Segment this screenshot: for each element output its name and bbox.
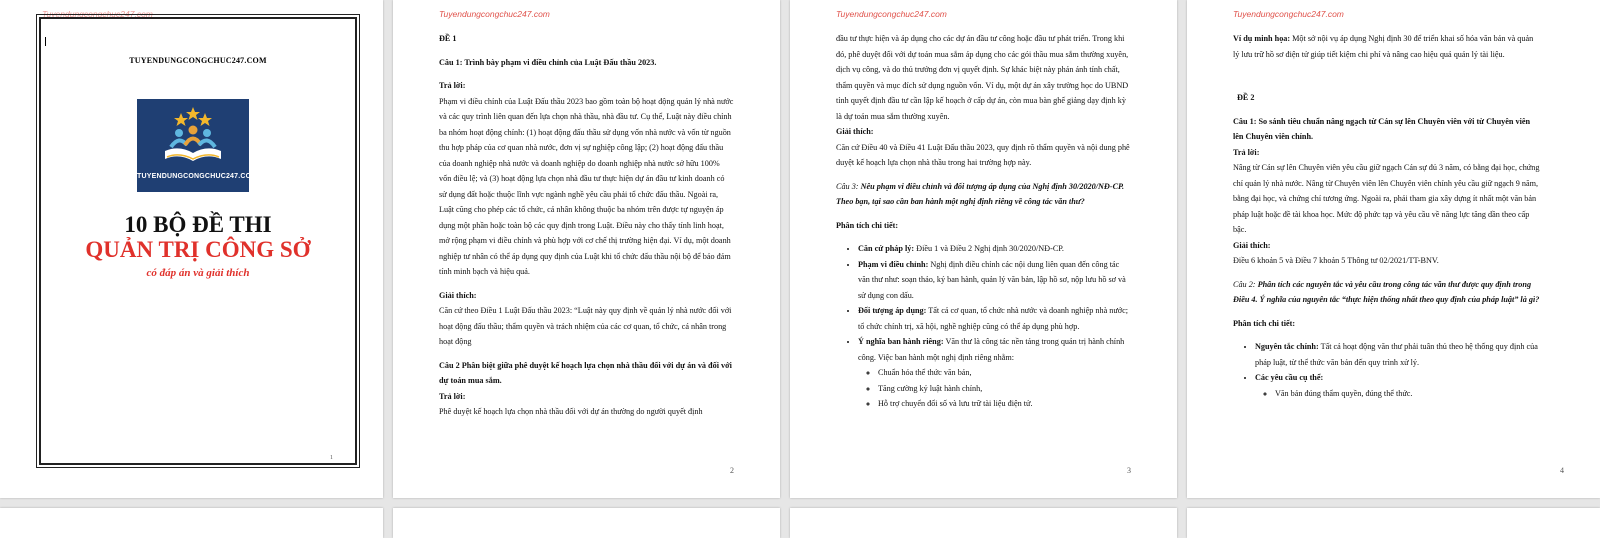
list-item (1255, 370, 1540, 401)
next-page-top (0, 508, 383, 538)
question-heading: Câu 2 Phân biệt giữa phê duyệt kế hoạch lựa chọn nhà thầu đối với dự án và đối với dự toán mua sắm. (439, 360, 732, 385)
question-heading: Câu 1: So sánh tiêu chuẩn nâng ngạch từ Cán sự lên Chuyên viên với từ Chuyên viên lên Chuyên viên chính. (1233, 116, 1531, 141)
list-item (858, 241, 1131, 257)
list-item-label: Nguyên tắc chính: (1255, 342, 1319, 351)
text-cursor (45, 37, 46, 46)
list-item (858, 334, 1131, 412)
answer-paragraph: Phạm vi điều chỉnh của Luật Đấu thầu 2023 bao gồm toàn bộ hoạt động quản lý nhà nước và các quy trình liên quan đến lựa chọn nhà thầu, nhà đầu tư. Cụ thể, Luật này điều chỉnh ba nhóm hoạt động chính: (1) hoạt động đấu thầu sử dụng vốn nhà nước và vốn từ nguồn thu hợp pháp của cơ quan nhà nước, đơn vị sự nghiệp công lập; (2) hoạt động đấu thầu của doanh nghiệp nhà nước và doanh nghiệp do doanh nghiệp nhà nước sở hữu 100% vốn điều lệ; và (3) hoạt động lựa chọn nhà đầu tư thực hiện dự án đầu tư kinh doanh có sử dụng đất hoặc thuộc lĩnh vực ngành nghề yêu cầu phải tổ chức đấu thầu. Ngoài ra, Luật cũng cho phép các tổ chức, cá nhân không thuộc ba nhóm trên được tự nguyện áp dụng một phần hoặc toàn bộ các quy định trong Luật. Điều này cho thấy tính linh hoạt, mở rộng phạm vi điều chỉnh và phù hợp với cơ chế thị trường hiện đại. Ví dụ, một doanh nghiệp tư nhân có thể áp dụng quy định của Luật khi tổ chức đấu thầu nội bộ để bảo đảm tính minh bạch và hiệu quả. (439, 96, 734, 276)
question-heading: Câu 1: Trình bày phạm vi điều chỉnh của Luật Đấu thầu 2023. (439, 57, 657, 67)
question-heading (836, 179, 1131, 210)
watermark: Tuyendungcongchuc247.com (836, 9, 947, 19)
logo-caption: TUYENDUNGCONGCHUC247.COM (137, 173, 258, 180)
analysis-list (1233, 339, 1540, 401)
list-item-text: Nghị định điều chỉnh các nội dung liên quan đến công tác văn thư như: soạn thảo, ký ban hành, quản lý văn bản, lập hồ sơ, nộp lưu hồ sơ và sử dụng con dấu. (858, 259, 1126, 300)
page-number: 3 (1127, 466, 1131, 475)
example-label: Ví dụ minh họa: (1233, 34, 1291, 43)
answer-paragraph: đầu tư thực hiện và áp dụng cho các dự án đầu tư công hoặc đầu tư phát triển. Trong khi đó, phê duyệt đối với dự toán mua sắm áp dụng cho các gói thầu mua sắm thường xuyên, dịch vụ công, và do thủ trưởng đơn vị quyết định. Sự khác biệt này phản ánh tính chất, thẩm quyền và mục đích sử dụng nguồn vốn. Ví dụ, một dự án xây trường học do UBND tỉnh quyết định đầu tư cần lập kế hoạch ở cấp dự án, còn mua bàn ghế giảng dạy định kỳ là dự toán mua sắm thường xuyên. (836, 34, 1129, 121)
list-item-label: Các yêu cầu cụ thể: (1255, 373, 1324, 382)
exam-heading: ĐỀ 2 (1237, 93, 1255, 102)
list-item-label: Đối tượng áp dụng: (858, 306, 927, 315)
next-page-top (393, 508, 780, 538)
sub-list (1255, 386, 1540, 402)
sub-list-item: ◦ Văn bản đúng thẩm quyền, đúng thể thức. (1275, 386, 1540, 402)
question-prefix: Câu 2: (1233, 279, 1256, 289)
list-item-text: Văn thư là công tác nền tảng trong quản trị hành chính công. Việc ban hành một nghị định riêng nhằm: (858, 337, 1125, 362)
exam-heading: ĐỀ 1 (439, 34, 457, 43)
cover-title-line2: QUẢN TRỊ CÔNG SỞ (85, 237, 311, 262)
cover-title-line1: 10 BỘ ĐỀ THI (124, 212, 272, 237)
page-content (1233, 31, 1540, 401)
question-text: Nêu phạm vi điều chỉnh và đối tượng áp dụng của Nghị định 30/2020/NĐ-CP. Theo bạn, tại sao cần ban hành một nghị định riêng về công tác văn thư? (836, 181, 1125, 206)
cover-border (36, 14, 360, 468)
question-prefix: Câu 3: (836, 181, 859, 191)
list-item-label: Phạm vi điều chỉnh: (858, 259, 929, 269)
answer-paragraph: Nâng từ Cán sự lên Chuyên viên yêu cầu giữ ngạch Cán sự đủ 3 năm, có bằng đại học, chứng chỉ quản lý nhà nước. Nâng từ Chuyên viên lên Chuyên viên chính yêu cầu giữ ngạch 9 năm, bằng đại học, và chứng chỉ tương ứng. Ngoài ra, phải tham gia xây dựng ít nhất một văn bản pháp luật hoặc đề tài khoa học. Mức độ phức tạp và yêu cầu về năng lực tăng dần theo cấp bậc. (1233, 163, 1540, 234)
sub-list-item: ◦ Hỗ trợ chuyển đổi số và lưu trữ tài liệu điện tử. (878, 396, 1131, 412)
analysis-label: Phân tích chi tiết: (1233, 318, 1296, 328)
page-content (439, 31, 734, 420)
analysis-list (836, 241, 1131, 412)
page-number: 2 (730, 466, 734, 475)
list-item-text: Điều 1 và Điều 2 Nghị định 30/2020/NĐ-CP. (914, 244, 1064, 253)
analysis-label: Phân tích chi tiết: (836, 220, 899, 230)
document-page-3 (790, 0, 1177, 498)
explanation-label: Giải thích: (1233, 240, 1271, 250)
answer-paragraph: Phê duyệt kế hoạch lựa chọn nhà thầu đối với dự án thường do người quyết định (439, 407, 703, 416)
answer-label: Trả lời: (439, 81, 466, 90)
watermark: Tuyendungcongchuc247.com (1233, 9, 1344, 19)
answer-label: Trả lời: (1233, 147, 1260, 157)
cover-site-name: TUYENDUNGCONGCHUC247.COM (129, 56, 267, 65)
explanation-paragraph: Căn cứ Điều 40 và Điều 41 Luật Đấu thầu 2023, quy định rõ thẩm quyền và nội dung phê duyệt kế hoạch lựa chọn nhà thầu trong hai trường hợp này. (836, 142, 1130, 167)
page-number: 4 (1560, 466, 1564, 475)
explanation-paragraph: Căn cứ theo Điều 1 Luật Đấu thầu 2023: “Luật này quy định về quản lý nhà nước đối với hoạt động đấu thầu; thẩm quyền và trách nhiệm của các cơ quan, tổ chức, cá nhân trong hoạt động (439, 306, 732, 346)
explanation-label: Giải thích: (836, 127, 874, 136)
page-number: 1 (330, 455, 333, 461)
document-page-1 (0, 0, 383, 498)
cover-inner-border (39, 17, 357, 465)
document-page-2 (393, 0, 780, 498)
watermark: Tuyendungcongchuc247.com (42, 9, 153, 19)
next-page-top (790, 508, 1177, 538)
list-item-text: Tất cả cơ quan, tổ chức nhà nước và doanh nghiệp nhà nước; tổ chức chính trị, xã hội, nghề nghiệp cũng có thể áp dụng phù hợp. (858, 306, 1129, 331)
list-item-label: Ý nghĩa ban hành riêng: (858, 337, 944, 346)
question-heading (1233, 277, 1540, 308)
sub-list-item: ◦ Chuẩn hóa thể thức văn bản, (878, 365, 1131, 381)
explanation-paragraph: Điều 6 khoản 5 và Điều 7 khoản 5 Thông tư 02/2021/TT-BNV. (1233, 256, 1439, 265)
explanation-label: Giải thích: (439, 290, 477, 300)
list-item-text: Tất cả hoạt động văn thư phải tuân thủ theo hệ thống quy định của pháp luật, từ thể thức văn bản đến quy trình xử lý. (1255, 342, 1538, 367)
sub-list-item: ◦ Tăng cường kỷ luật hành chính, (878, 381, 1131, 397)
example-paragraph (1233, 31, 1540, 62)
page-content (836, 31, 1131, 412)
answer-label: Trả lời: (439, 391, 466, 401)
example-text: Một sở nội vụ áp dụng Nghị định 30 để triển khai số hóa văn bản và quản lý lưu trữ hồ sơ điện tử giúp tiết kiệm chi phí và nâng cao hiệu quả quản lý tài liệu. (1233, 34, 1534, 59)
sub-list (858, 365, 1131, 412)
next-page-top (1187, 508, 1600, 538)
list-item (1255, 339, 1540, 370)
list-item (858, 257, 1131, 304)
list-item-label: Căn cứ pháp lý: (858, 244, 915, 253)
list-item (858, 303, 1131, 334)
cover-subtitle: có đáp án và giải thích (146, 267, 250, 279)
document-page-4 (1187, 0, 1600, 498)
question-text: Phân tích các nguyên tắc và yêu cầu trong công tác văn thư được quy định trong Điều 4. Ý nghĩa của nguyên tắc “thực hiện thống nhất theo quy định của pháp luật” là gì? (1233, 279, 1540, 304)
watermark: Tuyendungcongchuc247.com (439, 9, 550, 19)
book-logo-image (137, 99, 258, 192)
